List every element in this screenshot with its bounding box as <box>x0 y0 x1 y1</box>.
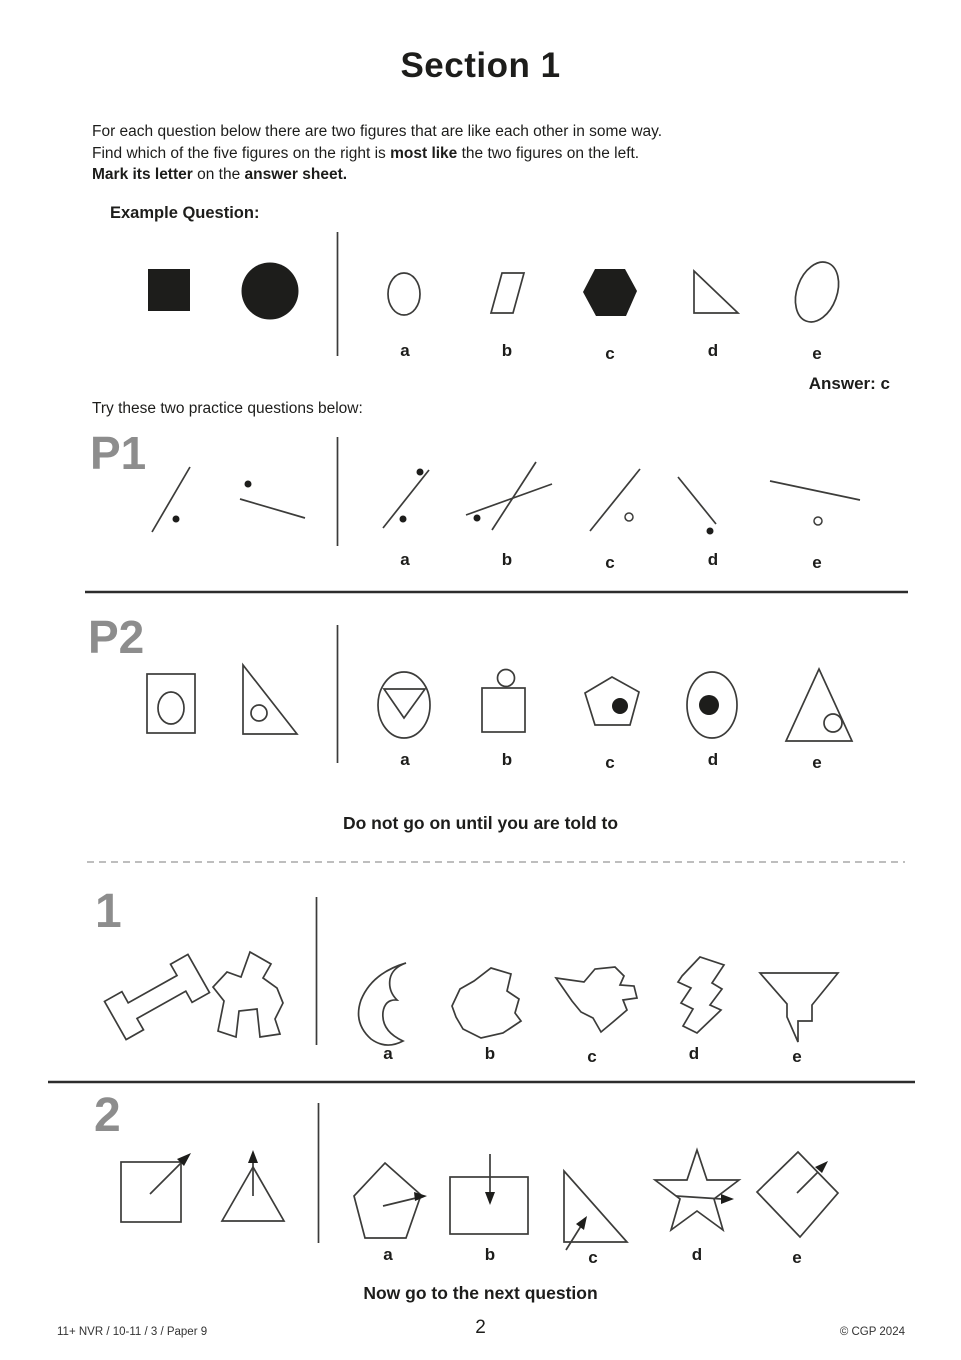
instructions-line-1: For each question below there are two figures that are like each other in some way. <box>92 123 663 140</box>
example-option-letter-c: c <box>605 344 615 363</box>
q2-option-letter-d: d <box>691 1245 703 1264</box>
p1-left-dot-2 <box>245 481 252 488</box>
q1-option-d-zigzag <box>678 957 724 1033</box>
q1-option-a-crescent <box>359 963 406 1045</box>
p1-option-a <box>383 469 429 529</box>
q1-option-letter-c: c <box>587 1047 597 1066</box>
footer-paper-reference: 11+ NVR / 10-11 / 3 / Paper 9 <box>57 1326 208 1338</box>
q1-left-shape-1 <box>105 954 210 1039</box>
p2-left-inner-circle <box>158 692 184 724</box>
p1-left-dot-1 <box>173 516 180 523</box>
q1-option-letter-e: e <box>792 1047 802 1066</box>
instructions-line-2-post: the two figures on the left. <box>457 144 640 162</box>
q2-option-e-diamond-arrow <box>757 1152 838 1237</box>
p1-option-letter-e: e <box>812 553 822 572</box>
p1-option-letter-b: b <box>501 550 513 569</box>
p2-option-letter-e: e <box>812 753 822 772</box>
p2-option-letter-d: d <box>707 750 719 769</box>
q2-option-letter-e: e <box>792 1248 802 1267</box>
q1-option-e-funnel <box>760 973 838 1042</box>
q2-option-letter-c: c <box>588 1248 598 1267</box>
p1-option-letter-a: a <box>400 550 410 569</box>
example-option-letter-b: b <box>501 341 513 360</box>
q1-option-letter-a: a <box>383 1044 393 1063</box>
example-option-d-triangle <box>694 271 738 313</box>
p1-option-letter-d: d <box>707 550 719 569</box>
instructions-line-2-bold: most like <box>390 144 458 162</box>
q1-option-b-blob <box>452 968 521 1038</box>
p2-options <box>378 669 852 741</box>
example-option-letter-a: a <box>400 341 410 360</box>
instructions-line-3 <box>92 164 872 186</box>
p2-left-triangle <box>243 665 297 734</box>
q2-left-square-with-arrow <box>121 1153 191 1222</box>
q2-label: 2 <box>94 1089 121 1142</box>
example-option-letter-e: e <box>812 344 822 363</box>
p2-option-b <box>482 670 525 733</box>
example-option-c-hexagon <box>583 269 637 316</box>
q1-option-letter-b: b <box>484 1044 496 1063</box>
q2-option-d-star-arrow <box>655 1150 739 1230</box>
page-title: Section 1 <box>400 46 561 85</box>
q2-options <box>354 1150 838 1250</box>
instructions-line-3-mid: on the <box>192 166 245 183</box>
p2-option-letter-b: b <box>501 750 513 769</box>
p1-label: P1 <box>90 427 147 479</box>
p2-left-figures <box>147 665 297 734</box>
p2-label: P2 <box>88 611 145 663</box>
q2-option-a-pentagon-arrow <box>354 1163 427 1238</box>
example-options <box>388 256 846 328</box>
p2-option-e <box>786 669 852 741</box>
q2-option-b-rectangle-arrow <box>450 1154 528 1234</box>
footer-page-number: 2 <box>475 1317 486 1338</box>
p2-option-letter-a: a <box>400 750 410 769</box>
stop-notice: Do not go on until you are told to <box>342 813 619 833</box>
p2-option-a <box>378 672 430 738</box>
instructions <box>92 121 872 186</box>
example-option-letter-d: d <box>707 341 719 360</box>
q2-option-letter-a: a <box>383 1245 393 1264</box>
p2-option-letter-c: c <box>605 753 615 772</box>
p2-left-triangle-circle <box>251 705 267 721</box>
p1-option-e <box>770 481 860 525</box>
p1-option-b <box>466 462 552 530</box>
instructions-line-2 <box>92 143 872 165</box>
instructions-line-3-bold1: Mark its letter <box>92 166 193 183</box>
example-left-circle <box>242 263 299 320</box>
p1-option-c <box>590 469 640 531</box>
q1-options <box>359 957 838 1045</box>
p2-option-c <box>585 677 639 725</box>
instructions-line-3-bold2: answer sheet. <box>244 166 348 183</box>
p1-option-letter-c: c <box>605 553 615 572</box>
p2-option-d <box>687 672 737 738</box>
example-option-e-ellipse <box>788 256 847 328</box>
p1-left-line-2 <box>240 499 305 518</box>
example-answer: Answer: c <box>808 374 890 393</box>
footer-copyright: © CGP 2024 <box>839 1326 905 1338</box>
next-notice: Now go to the next question <box>363 1283 598 1303</box>
q2-left-figures <box>121 1150 284 1222</box>
example-left-square <box>148 269 190 311</box>
q2-left-triangle-with-arrow <box>222 1150 284 1221</box>
q2-option-c-triangle-arrow <box>564 1171 627 1250</box>
q1-option-c-angular-shape <box>556 967 637 1032</box>
p1-options <box>383 462 860 535</box>
p1-option-d <box>678 477 716 535</box>
q1-left-figures <box>105 952 284 1040</box>
practice-intro: Try these two practice questions below: <box>92 400 363 417</box>
q1-option-letter-d: d <box>688 1044 700 1063</box>
example-option-a-ellipse <box>388 273 420 315</box>
instructions-line-2-pre: Find which of the five figures on the right is <box>92 144 391 162</box>
example-left-figures <box>148 263 299 320</box>
q2-option-letter-b: b <box>484 1245 496 1264</box>
q1-label: 1 <box>95 885 122 938</box>
p1-left-figures <box>152 467 305 532</box>
q1-left-shape-2 <box>213 952 283 1037</box>
example-option-b-parallelogram <box>491 273 524 313</box>
p1-left-line-1 <box>152 467 190 532</box>
example-question-heading: Example Question: <box>110 204 260 222</box>
